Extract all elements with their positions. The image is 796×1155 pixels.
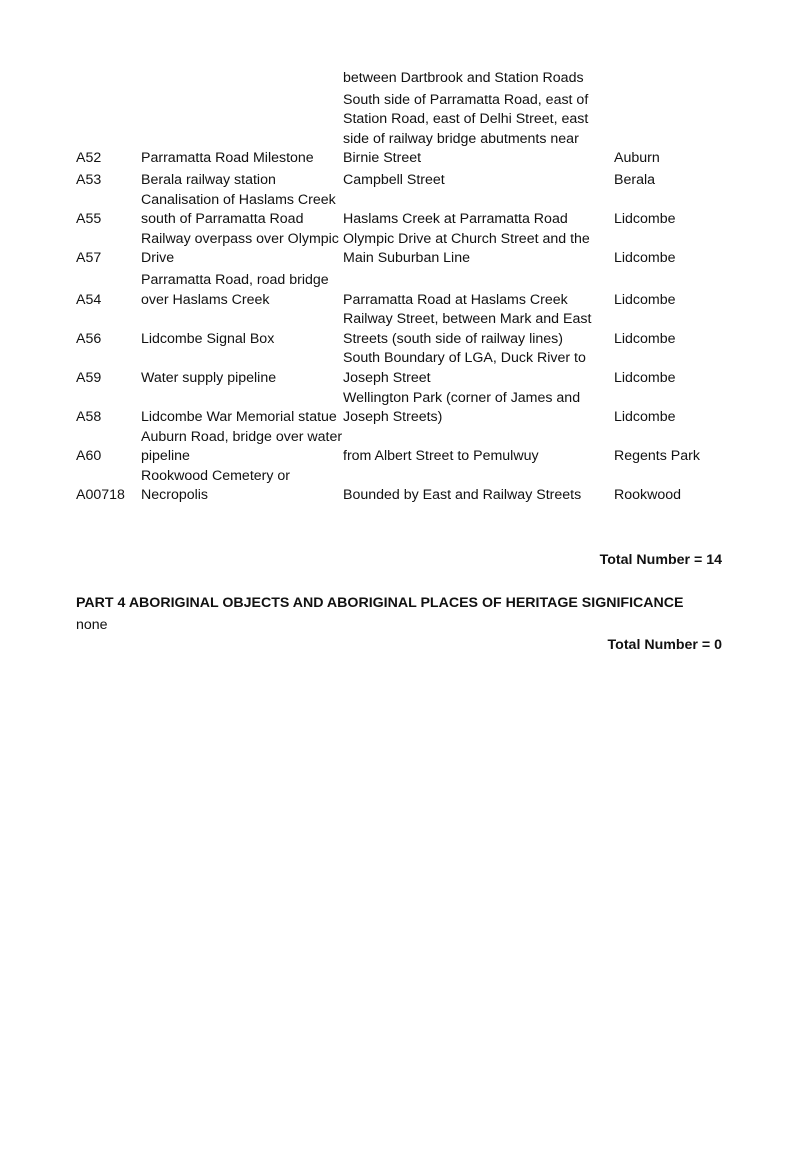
item-name-cell: Parramatta Road, road bridge over Haslams Creek — [141, 271, 329, 308]
item-address-cell: Bounded by East and Railway Streets — [343, 487, 582, 504]
item-suburb-cell: Berala — [614, 171, 656, 188]
table-row — [76, 230, 726, 269]
item-suburb-cell — [614, 69, 726, 89]
part4-heading: PART 4 ABORIGINAL OBJECTS AND ABORIGINAL PLACES OF HERITAGE SIGNIFICANCE — [76, 595, 684, 611]
table-row — [76, 428, 726, 467]
item-suburb-cell: Lidcombe — [614, 330, 676, 347]
item-name-cell: Canalisation of Haslams Creek south of Parramatta Road — [141, 191, 336, 228]
item-id-cell: A00718 — [76, 487, 125, 504]
item-name-cell: Auburn Road, bridge over water pipeline — [141, 428, 343, 465]
item-id-cell: A60 — [76, 448, 102, 465]
item-suburb-cell: Auburn — [614, 150, 660, 167]
table-row — [76, 91, 726, 169]
item-address-cell: from Albert Street to Pemulwuy — [343, 448, 539, 465]
item-address-cell: Campbell Street — [343, 171, 445, 188]
item-id-cell: A58 — [76, 409, 102, 426]
part4-total-number: Total Number = 0 — [607, 637, 722, 653]
item-suburb-cell: Regents Park — [614, 448, 700, 465]
table-row — [76, 69, 726, 89]
item-id-cell: A59 — [76, 369, 102, 386]
item-name-cell: Parramatta Road Milestone — [141, 150, 314, 167]
item-suburb-cell: Lidcombe — [614, 250, 676, 267]
item-address-cell: South Boundary of LGA, Duck River to Joseph Street — [343, 350, 586, 386]
table-row — [76, 389, 726, 428]
table-row — [76, 467, 726, 506]
table-row — [76, 191, 726, 230]
item-suburb-cell: Rookwood — [614, 487, 682, 504]
item-id-cell: A55 — [76, 211, 102, 228]
item-name-cell — [141, 69, 343, 89]
item-name-cell: Berala railway station — [141, 171, 276, 188]
item-address-cell: Haslams Creek at Parramatta Road — [343, 211, 568, 228]
table-row — [76, 310, 726, 349]
item-id-cell: A57 — [76, 250, 102, 267]
item-name-cell: Water supply pipeline — [141, 369, 277, 386]
item-address-cell: Olympic Drive at Church Street and the Main Suburban Line — [343, 230, 590, 267]
item-id-cell: A54 — [76, 291, 102, 308]
table-row — [76, 271, 726, 310]
part4-body-text: none — [76, 617, 108, 633]
item-address-cell: South side of Parramatta Road, east of Station Road, east of Delhi Street, east side of railway bridge abutments near Birnie Street — [343, 91, 589, 167]
item-id-cell: A56 — [76, 330, 102, 347]
heritage-items-table — [76, 69, 726, 506]
item-id-cell — [76, 69, 141, 89]
table-row — [76, 349, 726, 388]
item-suburb-cell: Lidcombe — [614, 291, 676, 308]
item-id-cell: A52 — [76, 150, 102, 167]
item-name-cell: Railway overpass over Olympic Drive — [141, 230, 339, 267]
item-address-cell: Parramatta Road at Haslams Creek — [343, 291, 568, 308]
item-suburb-cell: Lidcombe — [614, 369, 676, 386]
item-address-cell: Railway Street, between Mark and East Streets (south side of railway lines) — [343, 311, 592, 347]
item-id-cell: A53 — [76, 171, 102, 188]
table-row — [76, 171, 726, 191]
item-name-cell: Lidcombe War Memorial statue — [141, 409, 337, 426]
item-suburb-cell: Lidcombe — [614, 409, 676, 426]
part3-total-number: Total Number = 14 — [599, 552, 722, 568]
item-name-cell: Lidcombe Signal Box — [141, 330, 275, 347]
item-suburb-cell: Lidcombe — [614, 211, 676, 228]
item-address-cell: Wellington Park (corner of James and Joseph Streets) — [343, 389, 581, 426]
item-name-cell: Rookwood Cemetery or Necropolis — [141, 467, 291, 504]
item-address-cell: between Dartbrook and Station Roads — [343, 70, 584, 86]
